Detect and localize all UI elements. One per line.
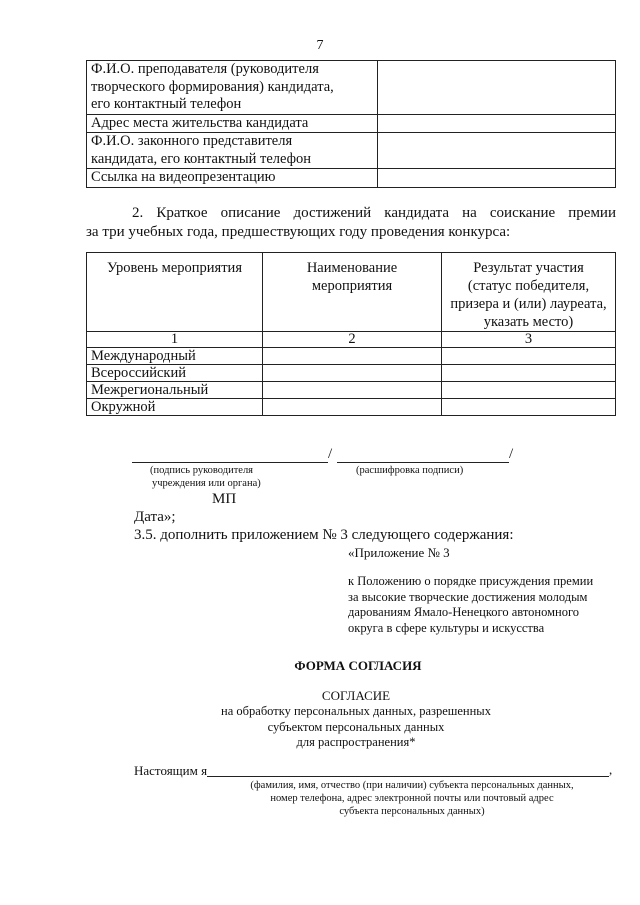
signature-slash: / xyxy=(328,446,333,462)
table-row xyxy=(87,348,616,365)
caption-line: номер телефона, адрес электронной почты или почтовый адрес xyxy=(270,793,554,804)
table-row xyxy=(87,399,616,416)
caption-line: субъекта персональных данных) xyxy=(339,806,485,817)
cell-text: творческого формирования) кандидата, xyxy=(91,78,334,95)
signature-line xyxy=(132,449,328,463)
signature-slash: / xyxy=(509,446,514,462)
table-row xyxy=(87,61,616,115)
column-header-level xyxy=(87,253,263,332)
form-title: ФОРМА СОГЛАСИЯ xyxy=(294,658,422,673)
cell-text: Ссылка на видеопрезентацию xyxy=(91,169,276,185)
signature-caption: учреждения или органа) xyxy=(152,478,261,489)
table-cell-label xyxy=(87,114,378,133)
table-cell xyxy=(263,382,442,399)
table-cell-label xyxy=(87,61,378,115)
table-cell xyxy=(263,348,442,365)
date-label: Дата»; xyxy=(134,509,176,525)
appendix-subtitle xyxy=(348,574,593,636)
table-cell-label xyxy=(87,169,378,188)
header-text: Уровень мероприятия xyxy=(106,260,242,276)
table-row xyxy=(87,133,616,169)
appendix-title: «Приложение № 3 xyxy=(348,545,450,560)
column-header-event xyxy=(263,253,442,332)
section-2-line-1: 2. Краткое описание достижений кандидата на соискание премии xyxy=(132,205,616,221)
table-row xyxy=(87,169,616,188)
candidate-info-table xyxy=(86,60,616,188)
table-cell xyxy=(442,348,616,365)
table-cell-label xyxy=(87,133,378,169)
header-text: мероприятия xyxy=(311,278,393,294)
herewith-label: Настоящим я xyxy=(134,763,208,778)
consent-line: на обработку персональных данных, разрешенных xyxy=(221,704,491,718)
level-cell: Международный xyxy=(87,348,263,365)
caption-line: (фамилия, имя, отчество (при наличии) субъекта персональных данных, xyxy=(250,780,574,791)
signature-caption: (подпись руководителя xyxy=(150,465,254,476)
level-cell: Всероссийский xyxy=(87,365,263,382)
signature-decoding-line xyxy=(337,449,509,463)
header-text: Наименование xyxy=(306,260,398,276)
table-header-row xyxy=(87,253,616,332)
cell-text: Адрес места жительства кандидата xyxy=(91,114,309,131)
table-row xyxy=(87,382,616,399)
page-number: 7 xyxy=(316,38,324,53)
column-number: 2 xyxy=(263,332,442,348)
consent-line: субъектом персональных данных xyxy=(267,719,445,734)
table-cell xyxy=(442,365,616,382)
cell-text: Ф.И.О. законного представителя xyxy=(91,133,293,149)
table-cell-value xyxy=(378,133,616,169)
cell-text: Ф.И.О. преподавателя (руководителя xyxy=(91,61,319,77)
consent-subtitle xyxy=(0,704,640,751)
header-text: (статус победителя, xyxy=(467,278,590,294)
appendix-line: дарованиям Ямало-Ненецкого автономного xyxy=(348,605,580,619)
column-number: 1 xyxy=(87,332,263,348)
table-cell-value xyxy=(378,114,616,133)
table-cell xyxy=(263,365,442,382)
appendix-line: за высокие творческие достижения молодым xyxy=(348,589,588,604)
section-2-line-2: за три учебных года, предшествующих году проведения конкурса: xyxy=(86,224,511,240)
header-text: призера и (или) лауреата, xyxy=(450,296,607,312)
header-text: указать место) xyxy=(483,314,574,330)
table-cell-value xyxy=(378,169,616,188)
stamp-place-label: МП xyxy=(212,491,237,507)
table-cell xyxy=(442,399,616,416)
level-cell: Окружной xyxy=(87,399,263,416)
consent-line: для распространения* xyxy=(296,735,416,749)
decoding-caption: (расшифровка подписи) xyxy=(356,465,464,476)
table-row xyxy=(87,365,616,382)
appendix-line: к Положению о порядке присуждения премии xyxy=(348,574,594,588)
appendix-line: округа в сфере культуры и искусства xyxy=(348,620,545,635)
achievements-table xyxy=(86,252,616,416)
consent-title: СОГЛАСИЕ xyxy=(321,688,391,703)
cell-text: его контактный телефон xyxy=(91,96,242,112)
header-text: Результат участия xyxy=(473,260,584,276)
subject-data-line xyxy=(207,764,609,777)
column-number-row xyxy=(87,332,616,348)
subject-data-caption xyxy=(226,779,598,818)
amendment-text: 3.5. дополнить приложением № 3 следующего содержания: xyxy=(134,527,514,543)
comma: , xyxy=(609,762,613,777)
level-cell: Межрегиональный xyxy=(87,382,263,399)
table-row xyxy=(87,114,616,133)
column-header-result xyxy=(442,253,616,332)
table-cell xyxy=(263,399,442,416)
table-cell xyxy=(442,382,616,399)
column-number: 3 xyxy=(442,332,616,348)
cell-text: кандидата, его контактный телефон xyxy=(91,150,312,167)
table-cell-value xyxy=(378,61,616,115)
